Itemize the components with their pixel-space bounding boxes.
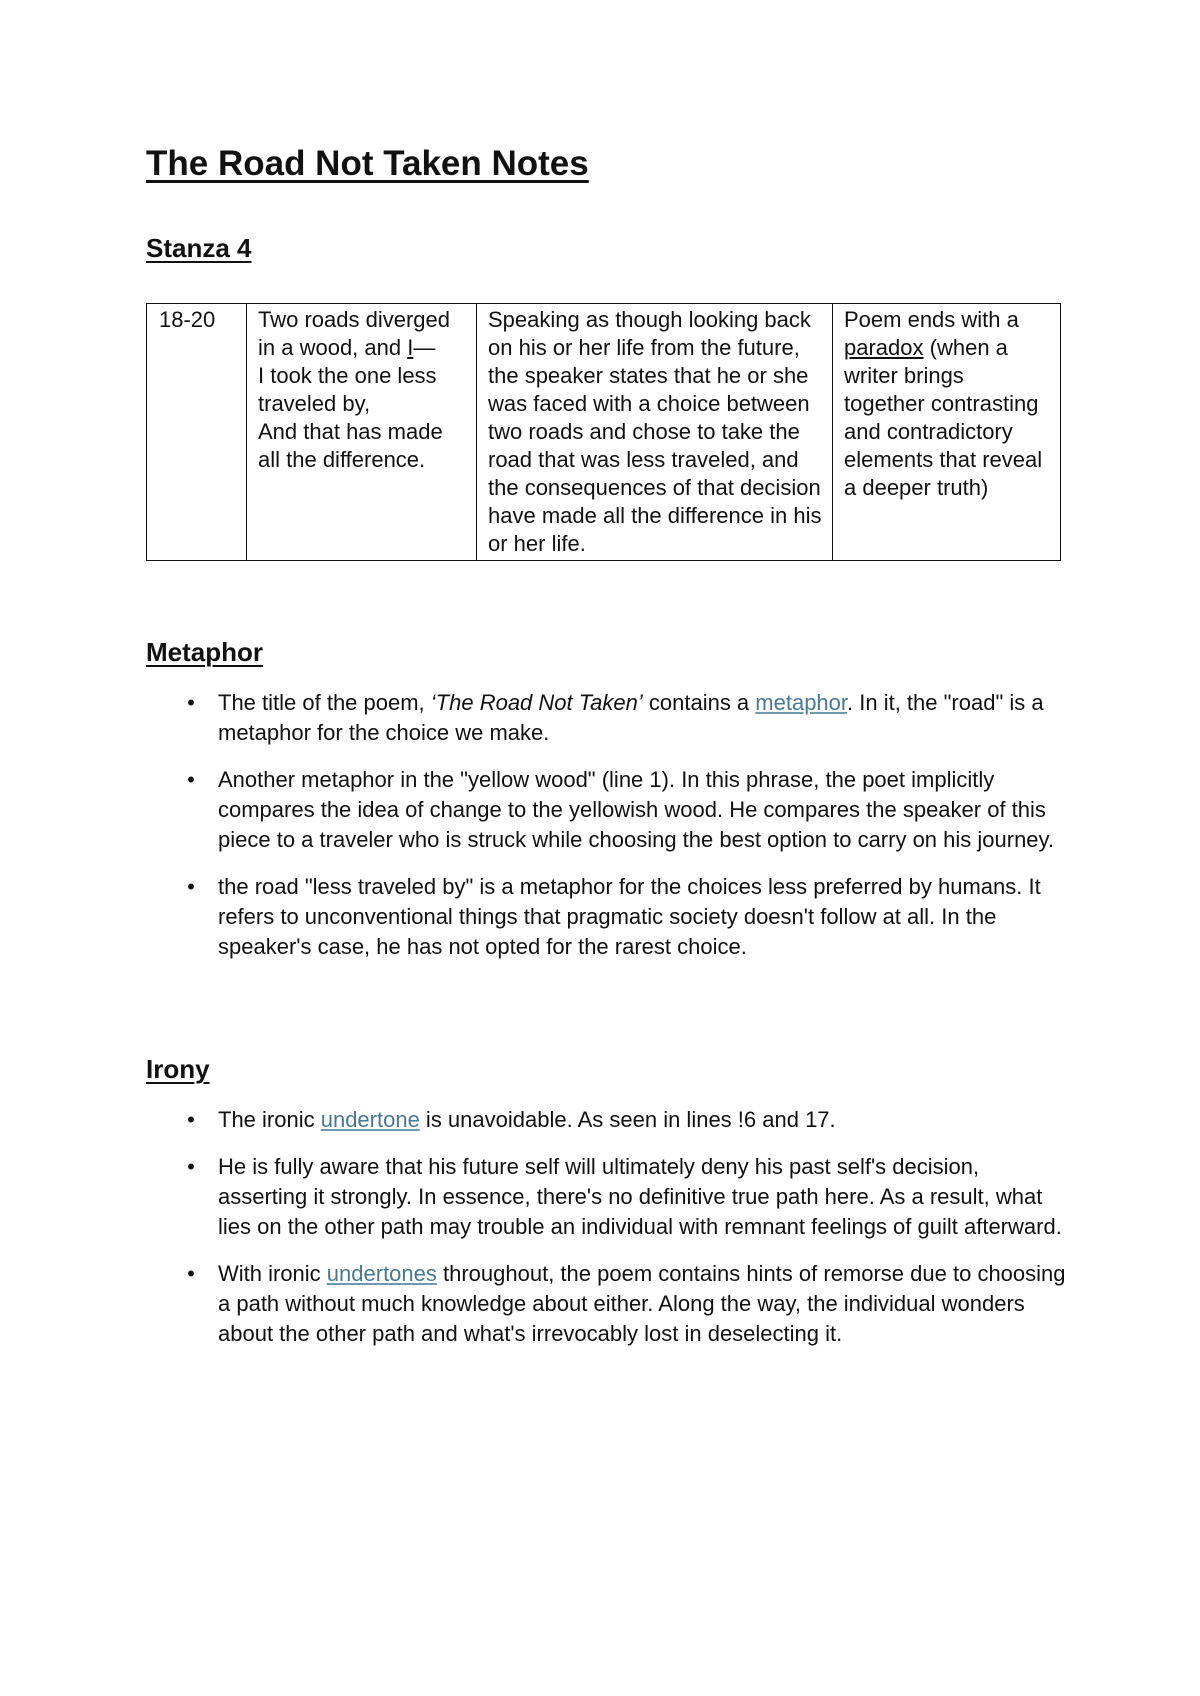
metaphor-heading: Metaphor bbox=[146, 637, 263, 667]
bullet-icon: • bbox=[187, 874, 195, 899]
line-numbers-cell: 18-20 bbox=[147, 304, 247, 561]
quote-line-2: I took the one less traveled by, bbox=[258, 363, 437, 416]
stanza-table bbox=[146, 303, 1061, 561]
bullet-icon: • bbox=[187, 690, 195, 715]
underlined-word: I bbox=[407, 335, 414, 360]
list-item: • The title of the poem, ‘The Road Not Taken’ contains a metaphor. In it, the "road" is a metaphor for the choice we make. bbox=[146, 688, 1070, 748]
quote-line-1: Two roads diverged in a wood, and I— bbox=[258, 307, 450, 360]
poem-title-italic: ‘The Road Not Taken’ bbox=[430, 690, 643, 715]
stanza-heading: Stanza 4 bbox=[146, 233, 252, 263]
table-row bbox=[147, 304, 1061, 561]
metaphor-link[interactable]: metaphor bbox=[755, 690, 848, 715]
quote-line-3: And that has made all the difference. bbox=[258, 419, 443, 472]
irony-heading: Irony bbox=[146, 1054, 210, 1084]
list-item: • With ironic undertones throughout, the poem contains hints of remorse due to choosing a path without much knowledge about either. Along the way, the individual wonders about the other path and what's irrevocably lost in deselecting it. bbox=[146, 1259, 1070, 1349]
undertone-link[interactable]: undertone bbox=[320, 1107, 420, 1132]
list-item: • the road "less traveled by" is a metaphor for the choices less preferred by humans. It refers to unconventional things that pragmatic society doesn't follow at all. In the speaker's case, he has not opted for the rarest choice. bbox=[146, 872, 1070, 962]
analysis-cell: Poem ends with a paradox (when a writer brings together contrasting and contradictory elements that reveal a deeper truth) bbox=[833, 304, 1061, 561]
list-item: • The ironic undertone is unavoidable. As seen in lines !6 and 17. bbox=[146, 1105, 1070, 1135]
bullet-icon: • bbox=[187, 1261, 195, 1286]
undertones-link[interactable]: undertones bbox=[326, 1261, 437, 1286]
irony-list bbox=[146, 1105, 1070, 1366]
bullet-icon: • bbox=[187, 767, 195, 792]
list-item: • He is fully aware that his future self will ultimately deny his past self's decision, asserting it strongly. In essence, there's no definitive true path here. As a result, what lies on the other path may trouble an individual with remnant feelings of guilt afterward. bbox=[146, 1152, 1070, 1242]
quote-cell bbox=[247, 304, 477, 561]
document-title: The Road Not Taken Notes bbox=[146, 144, 589, 183]
metaphor-list bbox=[146, 688, 1070, 979]
paradox-term: paradox bbox=[844, 335, 924, 360]
list-item: • Another metaphor in the "yellow wood" (line 1). In this phrase, the poet implicitly compares the idea of change to the yellowish wood. He compares the speaker of this piece to a traveler who is struck while choosing the best option to carry on his journey. bbox=[146, 765, 1070, 855]
meaning-cell: Speaking as though looking back on his or her life from the future, the speaker states that he or she was faced with a choice between two roads and chose to take the road that was less traveled, and the consequences of that decision have made all the difference in his or her life. bbox=[477, 304, 833, 561]
bullet-icon: • bbox=[187, 1154, 195, 1179]
bullet-icon: • bbox=[187, 1107, 195, 1132]
